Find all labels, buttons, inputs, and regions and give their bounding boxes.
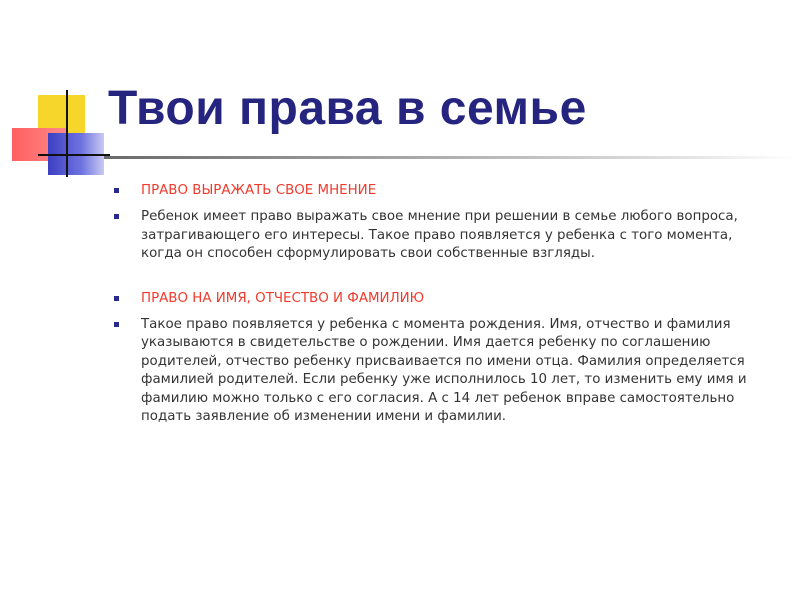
slide-title: Твои права в семье [108,82,587,135]
section-heading-item [112,182,772,200]
section-text: Ребенок имеет право выражать свое мнение при решении в семье любого вопроса, затрагивающего его интересы. Такое право появляется у ребенка с того момента, когда он способен сформулировать свои собственные взгляды. [141,209,738,262]
vertical-line-decoration [66,90,68,177]
logo-squares-decoration [0,0,110,190]
square-bullet-icon [114,296,119,301]
square-bullet-icon [114,188,119,193]
section-text: Такое право появляется у ребенка с момента рождения. Имя, отчество и фамилия указываются в свидетельстве о рождении. Имя дается ребенку по соглашению родителей, отчество ребенку присваивается по имени отца. Фамилия определяется фамилией родителей. Если ребенку уже исполнилось 10 лет, то изменить ему имя и фамилию можно только с его согласия. А с 14 лет ребенок вправе самостоятельно подать заявление об изменении имени и фамилии. [141,317,747,425]
title-underline [104,156,794,159]
section-text-item [112,316,772,426]
section-text-item [112,208,772,263]
horizontal-line-decoration [38,154,110,156]
section-spacer [112,264,772,290]
square-bullet-icon [114,214,119,219]
section-heading: ПРАВО ВЫРАЖАТЬ СВОЕ МНЕНИЕ [141,183,377,198]
section-heading: ПРАВО НА ИМЯ, ОТЧЕСТВО И ФАМИЛИЮ [141,290,425,306]
slide-content [112,182,772,426]
section-heading-item [112,290,772,308]
square-bullet-icon [114,322,119,327]
